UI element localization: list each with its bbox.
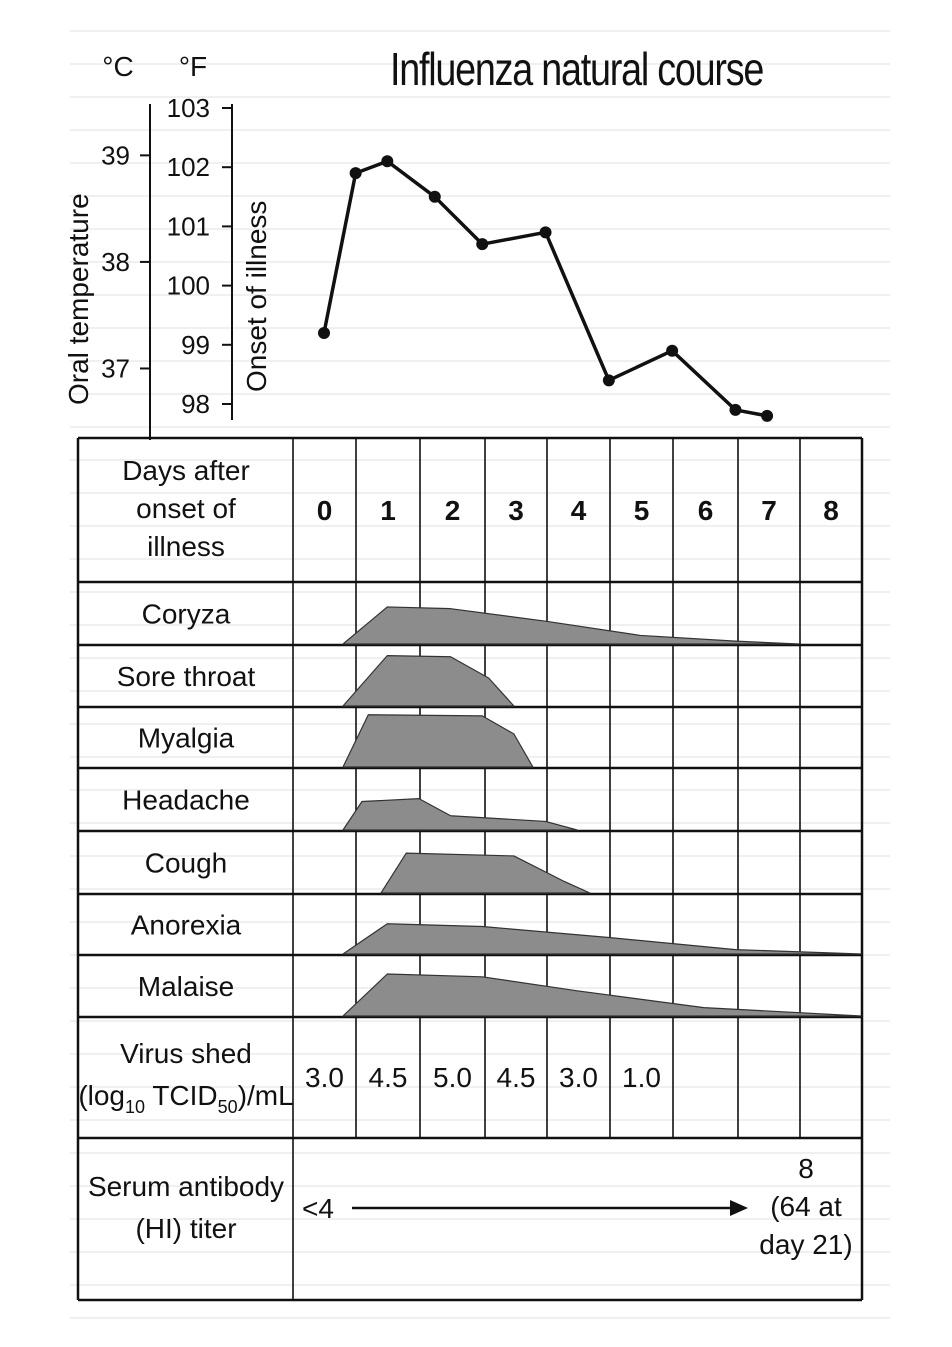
- celsius-unit-label: °C: [102, 51, 134, 82]
- temperature-point: [603, 374, 615, 386]
- antibody-start-value: <4: [302, 1193, 334, 1224]
- antibody-arrow-head: [730, 1200, 748, 1216]
- antibody-end-value: (64 at: [770, 1191, 842, 1222]
- symptom-duration-area: [343, 974, 861, 1016]
- temperature-point: [729, 404, 741, 416]
- header-label-line: illness: [147, 531, 225, 562]
- antibody-end-value: day 21): [759, 1229, 853, 1260]
- temperature-point: [540, 226, 552, 238]
- onset-of-illness-label: Onset of illness: [241, 200, 272, 392]
- virus-titer-value: 1.0: [622, 1062, 661, 1093]
- day-number: 0: [316, 495, 333, 526]
- symptom-duration-area: [343, 715, 533, 767]
- fahrenheit-unit-label: °F: [178, 51, 208, 82]
- header-label-line: onset of: [136, 493, 236, 524]
- fahrenheit-tick-label: 101: [166, 211, 210, 242]
- temperature-line: [324, 161, 767, 416]
- symptom-label: Coryza: [141, 598, 231, 630]
- symptom-duration-area: [343, 799, 577, 830]
- symptom-label: Anorexia: [130, 909, 242, 941]
- celsius-tick-label: 37: [101, 353, 130, 384]
- serum-antibody-label: (HI) titer: [135, 1213, 237, 1244]
- fahrenheit-tick-label: 98: [181, 389, 210, 419]
- symptom-label: Headache: [122, 784, 250, 816]
- symptom-duration-area: [343, 924, 861, 954]
- symptom-duration-area: [343, 607, 799, 644]
- temperature-point: [666, 345, 678, 357]
- serum-antibody-label: Serum antibody: [87, 1171, 285, 1202]
- fahrenheit-tick-label: 99: [181, 329, 210, 360]
- temperature-point: [318, 327, 330, 339]
- day-number: 6: [697, 495, 714, 526]
- day-number: 2: [444, 495, 461, 526]
- day-number: 1: [380, 495, 396, 526]
- chart-title: Influenza natural course: [390, 43, 764, 95]
- day-number: 5: [633, 495, 650, 526]
- virus-shed-label: Virus shed: [120, 1038, 252, 1069]
- temperature-point: [476, 238, 488, 250]
- symptom-duration-area: [343, 656, 514, 706]
- virus-titer-value: 5.0: [433, 1062, 472, 1093]
- day-number: 8: [823, 495, 839, 526]
- celsius-tick-label: 39: [101, 140, 130, 171]
- temperature-point: [429, 191, 441, 203]
- celsius-tick-label: 38: [101, 246, 130, 277]
- symptom-label: Malaise: [137, 971, 235, 1002]
- oral-temperature-axis-label: Oral temperature: [63, 193, 94, 405]
- fahrenheit-tick-label: 103: [166, 93, 210, 123]
- fahrenheit-tick-label: 100: [166, 270, 210, 301]
- temperature-series: [318, 155, 773, 422]
- symptom-duration-area: [381, 853, 590, 893]
- antibody-end-value: 8: [798, 1153, 814, 1184]
- virus-shed-unit-label: ($\log_{10}$ $TCID_{50})/mL$: [78, 1080, 294, 1117]
- symptom-label: Sore throat: [116, 661, 256, 692]
- temperature-point: [761, 410, 773, 422]
- fahrenheit-tick-label: 102: [166, 152, 210, 183]
- symptom-label: Cough: [144, 847, 228, 879]
- day-number: 4: [570, 495, 587, 526]
- temperature-point: [350, 167, 362, 179]
- day-number: 3: [508, 495, 524, 526]
- day-number: 7: [761, 495, 777, 526]
- virus-titer-value: 4.5: [368, 1062, 408, 1093]
- temperature-point: [381, 155, 393, 167]
- virus-titer-value: 3.0: [305, 1062, 344, 1093]
- symptom-label: Myalgia: [137, 722, 235, 754]
- symptom-table: [78, 438, 862, 1300]
- header-label-line: Days after: [122, 455, 250, 486]
- virus-titer-value: 3.0: [559, 1062, 598, 1093]
- temperature-axes: [63, 51, 272, 440]
- virus-titer-value: 4.5: [496, 1062, 536, 1093]
